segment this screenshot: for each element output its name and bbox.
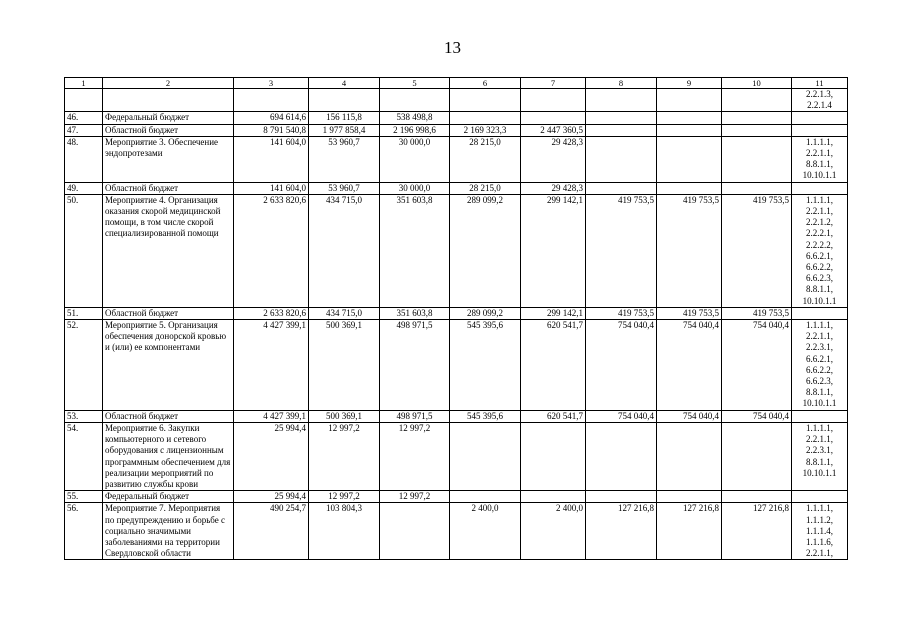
value-cell: 53 960,7 — [309, 136, 380, 182]
row-number: 50. — [65, 194, 103, 307]
table-row — [65, 136, 848, 182]
value-cell — [657, 112, 722, 124]
value-cell: 754 040,4 — [657, 320, 722, 411]
table-row — [65, 182, 848, 194]
target-codes-cell — [792, 112, 848, 124]
value-cell: 500 369,1 — [309, 320, 380, 411]
target-codes-cell — [792, 307, 848, 319]
row-number: 49. — [65, 182, 103, 194]
target-code: 2.2.1.1, — [806, 331, 833, 342]
table-row — [65, 320, 848, 411]
target-code: 6.6.2.3, — [806, 376, 833, 387]
value-cell: 2 169 323,3 — [450, 124, 521, 136]
value-cell: 2 400,0 — [521, 503, 586, 560]
target-code: 6.6.2.2, — [806, 262, 833, 273]
value-cell — [234, 89, 309, 112]
row-number — [65, 89, 103, 112]
value-cell: 289 099,2 — [450, 307, 521, 319]
row-name: Областной бюджет — [103, 182, 234, 194]
value-cell — [450, 112, 521, 124]
value-cell: 127 216,8 — [722, 503, 792, 560]
value-cell: 351 603,8 — [380, 194, 450, 307]
value-cell — [722, 112, 792, 124]
value-cell — [586, 89, 657, 112]
target-codes-cell — [792, 503, 848, 560]
value-cell: 12 997,2 — [380, 491, 450, 503]
target-codes-cell — [792, 410, 848, 422]
row-number: 47. — [65, 124, 103, 136]
target-code: 6.6.2.2, — [806, 364, 833, 375]
target-code: 2.2.2.2, — [806, 239, 833, 250]
column-header: 8 — [586, 78, 657, 89]
target-code: 2.2.1.2, — [806, 217, 833, 228]
value-cell: 299 142,1 — [521, 194, 586, 307]
column-header: 5 — [380, 78, 450, 89]
value-cell — [521, 491, 586, 503]
target-code: 10.10.1.1 — [802, 398, 837, 409]
column-header: 10 — [722, 78, 792, 89]
value-cell — [380, 503, 450, 560]
value-cell: 12 997,2 — [380, 422, 450, 490]
value-cell: 29 428,3 — [521, 182, 586, 194]
table-row — [65, 194, 848, 307]
value-cell: 2 196 998,6 — [380, 124, 450, 136]
column-header: 7 — [521, 78, 586, 89]
row-name: Федеральный бюджет — [103, 491, 234, 503]
column-number-row — [65, 78, 848, 89]
value-cell — [722, 491, 792, 503]
target-code: 8.8.1.1, — [806, 159, 833, 170]
row-name — [103, 89, 234, 112]
value-cell: 4 427 399,1 — [234, 320, 309, 411]
value-cell: 694 614,6 — [234, 112, 309, 124]
value-cell — [722, 182, 792, 194]
value-cell: 156 115,8 — [309, 112, 380, 124]
target-codes-cell — [792, 182, 848, 194]
table-row — [65, 491, 848, 503]
value-cell — [586, 491, 657, 503]
target-codes-cell — [792, 491, 848, 503]
value-cell — [722, 422, 792, 490]
target-code: 10.10.1.1 — [802, 170, 837, 181]
value-cell — [586, 136, 657, 182]
target-code: 2.2.1.1, — [806, 548, 833, 559]
value-cell: 754 040,4 — [657, 410, 722, 422]
table-row — [65, 503, 848, 560]
row-name: Областной бюджет — [103, 410, 234, 422]
value-cell — [521, 422, 586, 490]
column-header: 6 — [450, 78, 521, 89]
target-code: 8.8.1.1, — [806, 284, 833, 295]
value-cell — [586, 182, 657, 194]
target-code: 1.1.1.2, — [806, 514, 833, 525]
value-cell — [521, 112, 586, 124]
target-code: 1.1.1.1, — [806, 422, 833, 433]
value-cell: 351 603,8 — [380, 307, 450, 319]
target-codes-cell — [792, 136, 848, 182]
table-row — [65, 410, 848, 422]
value-cell — [657, 182, 722, 194]
column-header: 2 — [103, 78, 234, 89]
value-cell — [722, 124, 792, 136]
target-codes-cell — [792, 124, 848, 136]
row-number: 54. — [65, 422, 103, 490]
value-cell: 754 040,4 — [586, 410, 657, 422]
value-cell: 2 633 820,6 — [234, 307, 309, 319]
target-code: 2.2.1.3, — [806, 89, 833, 99]
target-code: 10.10.1.1 — [802, 467, 837, 478]
table-row — [65, 124, 848, 136]
row-number: 51. — [65, 307, 103, 319]
column-header: 11 — [792, 78, 848, 89]
target-code: 6.6.2.1, — [806, 353, 833, 364]
value-cell — [722, 136, 792, 182]
table-body — [65, 89, 848, 560]
value-cell — [450, 491, 521, 503]
page-number: 13 — [444, 38, 461, 57]
value-cell — [309, 89, 380, 112]
row-number: 48. — [65, 136, 103, 182]
value-cell: 4 427 399,1 — [234, 410, 309, 422]
table-row — [65, 89, 848, 112]
value-cell: 434 715,0 — [309, 194, 380, 307]
value-cell: 419 753,5 — [722, 307, 792, 319]
value-cell: 28 215,0 — [450, 136, 521, 182]
value-cell: 545 395,6 — [450, 410, 521, 422]
column-header: 3 — [234, 78, 309, 89]
row-name: Мероприятие 3. Обеспечение эндопротезами — [103, 136, 234, 182]
value-cell: 490 254,7 — [234, 503, 309, 560]
value-cell: 12 997,2 — [309, 491, 380, 503]
target-code: 2.2.3.1, — [806, 342, 833, 353]
value-cell: 419 753,5 — [722, 194, 792, 307]
row-number: 53. — [65, 410, 103, 422]
target-code: 1.1.1.1, — [806, 194, 833, 205]
value-cell: 1 977 858,4 — [309, 124, 380, 136]
value-cell: 419 753,5 — [586, 307, 657, 319]
target-code: 8.8.1.1, — [806, 387, 833, 398]
value-cell: 419 753,5 — [657, 194, 722, 307]
row-name: Федеральный бюджет — [103, 112, 234, 124]
row-name: Мероприятие 7. Мероприятия по предупреждению и борьбе с социально значимыми заболеваниями на территории Свердловской области — [103, 503, 234, 560]
target-code: 6.6.2.1, — [806, 250, 833, 261]
value-cell: 299 142,1 — [521, 307, 586, 319]
column-header: 1 — [65, 78, 103, 89]
value-cell: 8 791 540,8 — [234, 124, 309, 136]
value-cell — [657, 422, 722, 490]
target-code: 2.2.1.1, — [806, 434, 833, 445]
value-cell — [657, 136, 722, 182]
table-row — [65, 112, 848, 124]
value-cell — [450, 89, 521, 112]
target-code: 6.6.2.3, — [806, 273, 833, 284]
value-cell: 12 997,2 — [309, 422, 380, 490]
value-cell: 25 994,4 — [234, 491, 309, 503]
value-cell — [450, 422, 521, 490]
target-code: 1.1.1.1, — [806, 503, 833, 514]
value-cell — [722, 89, 792, 112]
row-name: Мероприятие 4. Организация оказания скорой медицинской помощи, в том числе скорой специализированной помощи — [103, 194, 234, 307]
value-cell: 30 000,0 — [380, 136, 450, 182]
row-number: 52. — [65, 320, 103, 411]
value-cell: 545 395,6 — [450, 320, 521, 411]
value-cell: 754 040,4 — [586, 320, 657, 411]
value-cell — [586, 422, 657, 490]
value-cell: 2 633 820,6 — [234, 194, 309, 307]
value-cell: 141 604,0 — [234, 136, 309, 182]
value-cell: 620 541,7 — [521, 320, 586, 411]
value-cell: 103 804,3 — [309, 503, 380, 560]
value-cell: 127 216,8 — [586, 503, 657, 560]
target-code: 1.1.1.4, — [806, 525, 833, 536]
target-code: 10.10.1.1 — [802, 295, 837, 306]
value-cell: 25 994,4 — [234, 422, 309, 490]
row-number: 46. — [65, 112, 103, 124]
value-cell — [657, 124, 722, 136]
target-codes-cell — [792, 320, 848, 411]
value-cell: 754 040,4 — [722, 410, 792, 422]
value-cell — [657, 491, 722, 503]
row-name: Мероприятие 6. Закупки компьютерного и сетевого оборудования с лицензионным программным обеспечением для реализации мероприятий по развитию службы крови — [103, 422, 234, 490]
table-row — [65, 422, 848, 490]
value-cell — [586, 124, 657, 136]
value-cell: 29 428,3 — [521, 136, 586, 182]
budget-table-container — [64, 77, 848, 560]
column-header: 9 — [657, 78, 722, 89]
row-name: Областной бюджет — [103, 124, 234, 136]
target-code: 1.1.1.1, — [806, 136, 833, 147]
column-header: 4 — [309, 78, 380, 89]
value-cell: 538 498,8 — [380, 112, 450, 124]
value-cell: 53 960,7 — [309, 182, 380, 194]
value-cell — [521, 89, 586, 112]
target-code: 2.2.3.1, — [806, 445, 833, 456]
value-cell — [380, 89, 450, 112]
row-name: Мероприятие 5. Организация обеспечения донорской кровью и (или) ее компонентами — [103, 320, 234, 411]
target-codes-cell — [792, 422, 848, 490]
target-code: 2.2.2.1, — [806, 228, 833, 239]
target-code: 1.1.1.1, — [806, 320, 833, 331]
table-row — [65, 307, 848, 319]
value-cell: 2 447 360,5 — [521, 124, 586, 136]
value-cell: 419 753,5 — [657, 307, 722, 319]
value-cell: 28 215,0 — [450, 182, 521, 194]
value-cell: 620 541,7 — [521, 410, 586, 422]
target-code: 2.2.1.1, — [806, 148, 833, 159]
row-name: Областной бюджет — [103, 307, 234, 319]
target-code: 1.1.1.6, — [806, 536, 833, 547]
target-code: 2.2.1.1, — [806, 206, 833, 217]
value-cell: 498 971,5 — [380, 320, 450, 411]
value-cell: 141 604,0 — [234, 182, 309, 194]
value-cell — [586, 112, 657, 124]
target-codes-cell — [792, 89, 848, 112]
row-number: 55. — [65, 491, 103, 503]
value-cell: 434 715,0 — [309, 307, 380, 319]
value-cell: 289 099,2 — [450, 194, 521, 307]
value-cell — [657, 89, 722, 112]
row-number: 56. — [65, 503, 103, 560]
value-cell: 500 369,1 — [309, 410, 380, 422]
value-cell: 498 971,5 — [380, 410, 450, 422]
target-codes-cell — [792, 194, 848, 307]
budget-table — [64, 77, 848, 560]
value-cell: 754 040,4 — [722, 320, 792, 411]
value-cell: 2 400,0 — [450, 503, 521, 560]
target-code: 8.8.1.1, — [806, 456, 833, 467]
value-cell: 419 753,5 — [586, 194, 657, 307]
target-code: 2.2.1.4 — [807, 100, 832, 111]
value-cell: 30 000,0 — [380, 182, 450, 194]
value-cell: 127 216,8 — [657, 503, 722, 560]
